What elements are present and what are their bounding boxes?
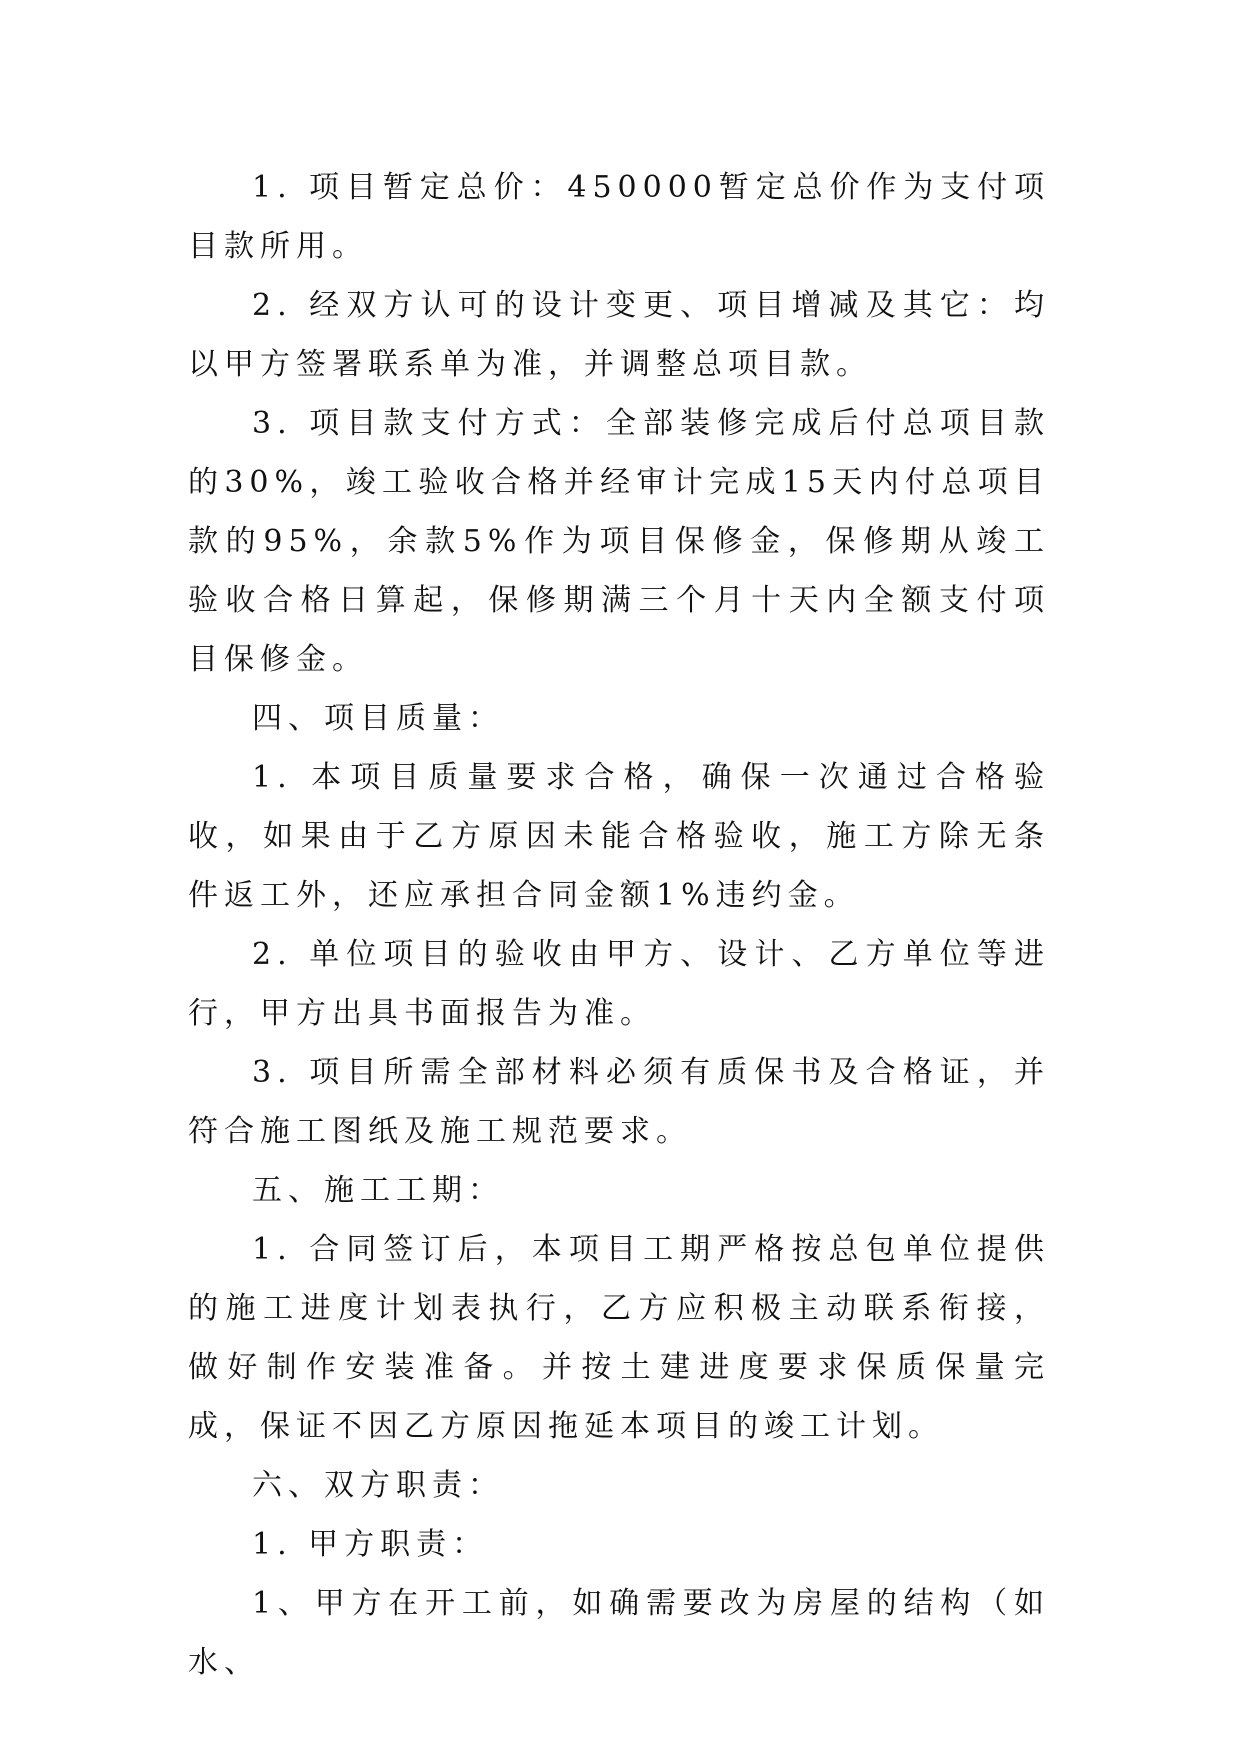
section-heading-duties: 六、双方职责： xyxy=(252,1468,504,1503)
paragraph-payment-method: 3. 项目款支付方式：全部装修完成后付总项目款的30%，竣工验收合格并经审计完成15天内付总项目款的95%，余款5%作为项目保修金，保修期从竣工验收合格日算起，保修期满三个月十天内全额支付项目保修金。 xyxy=(188,406,1050,677)
paragraph-schedule: 1. 合同签订后，本项目工期严格按总包单位提供的施工进度计划表执行，乙方应积极主动联系衔接，做好制作安装准备。并按土建进度要求保质保量完成，保证不因乙方原因拖延本项目的竣工计划。 xyxy=(188,1232,1050,1444)
paragraph-acceptance: 2. 单位项目的验收由甲方、设计、乙方单位等进行，甲方出具书面报告为准。 xyxy=(188,937,1050,1031)
paragraph-materials: 3. 项目所需全部材料必须有质保书及合格证，并符合施工图纸及施工规范要求。 xyxy=(188,1055,1050,1149)
section-heading-quality: 四、项目质量： xyxy=(252,701,504,736)
paragraph-price: 1. 项目暂定总价：450000暂定总价作为支付项目款所用。 xyxy=(188,170,1050,264)
paragraph-party-a-duty-1: 1、甲方在开工前，如确需要改为房屋的结构（如水、 xyxy=(188,1586,1050,1680)
paragraph-design-change: 2. 经双方认可的设计变更、项目增减及其它：均以甲方签署联系单为准，并调整总项目款。 xyxy=(188,288,1050,382)
paragraph-quality-requirement: 1. 本项目质量要求合格，确保一次通过合格验收，如果由于乙方原因未能合格验收，施工方除无条件返工外，还应承担合同金额1%违约金。 xyxy=(188,760,1050,913)
document-body xyxy=(188,158,1050,1692)
section-heading-schedule: 五、施工工期： xyxy=(252,1173,504,1208)
paragraph-party-a-duties: 1. 甲方职责： xyxy=(252,1527,489,1562)
